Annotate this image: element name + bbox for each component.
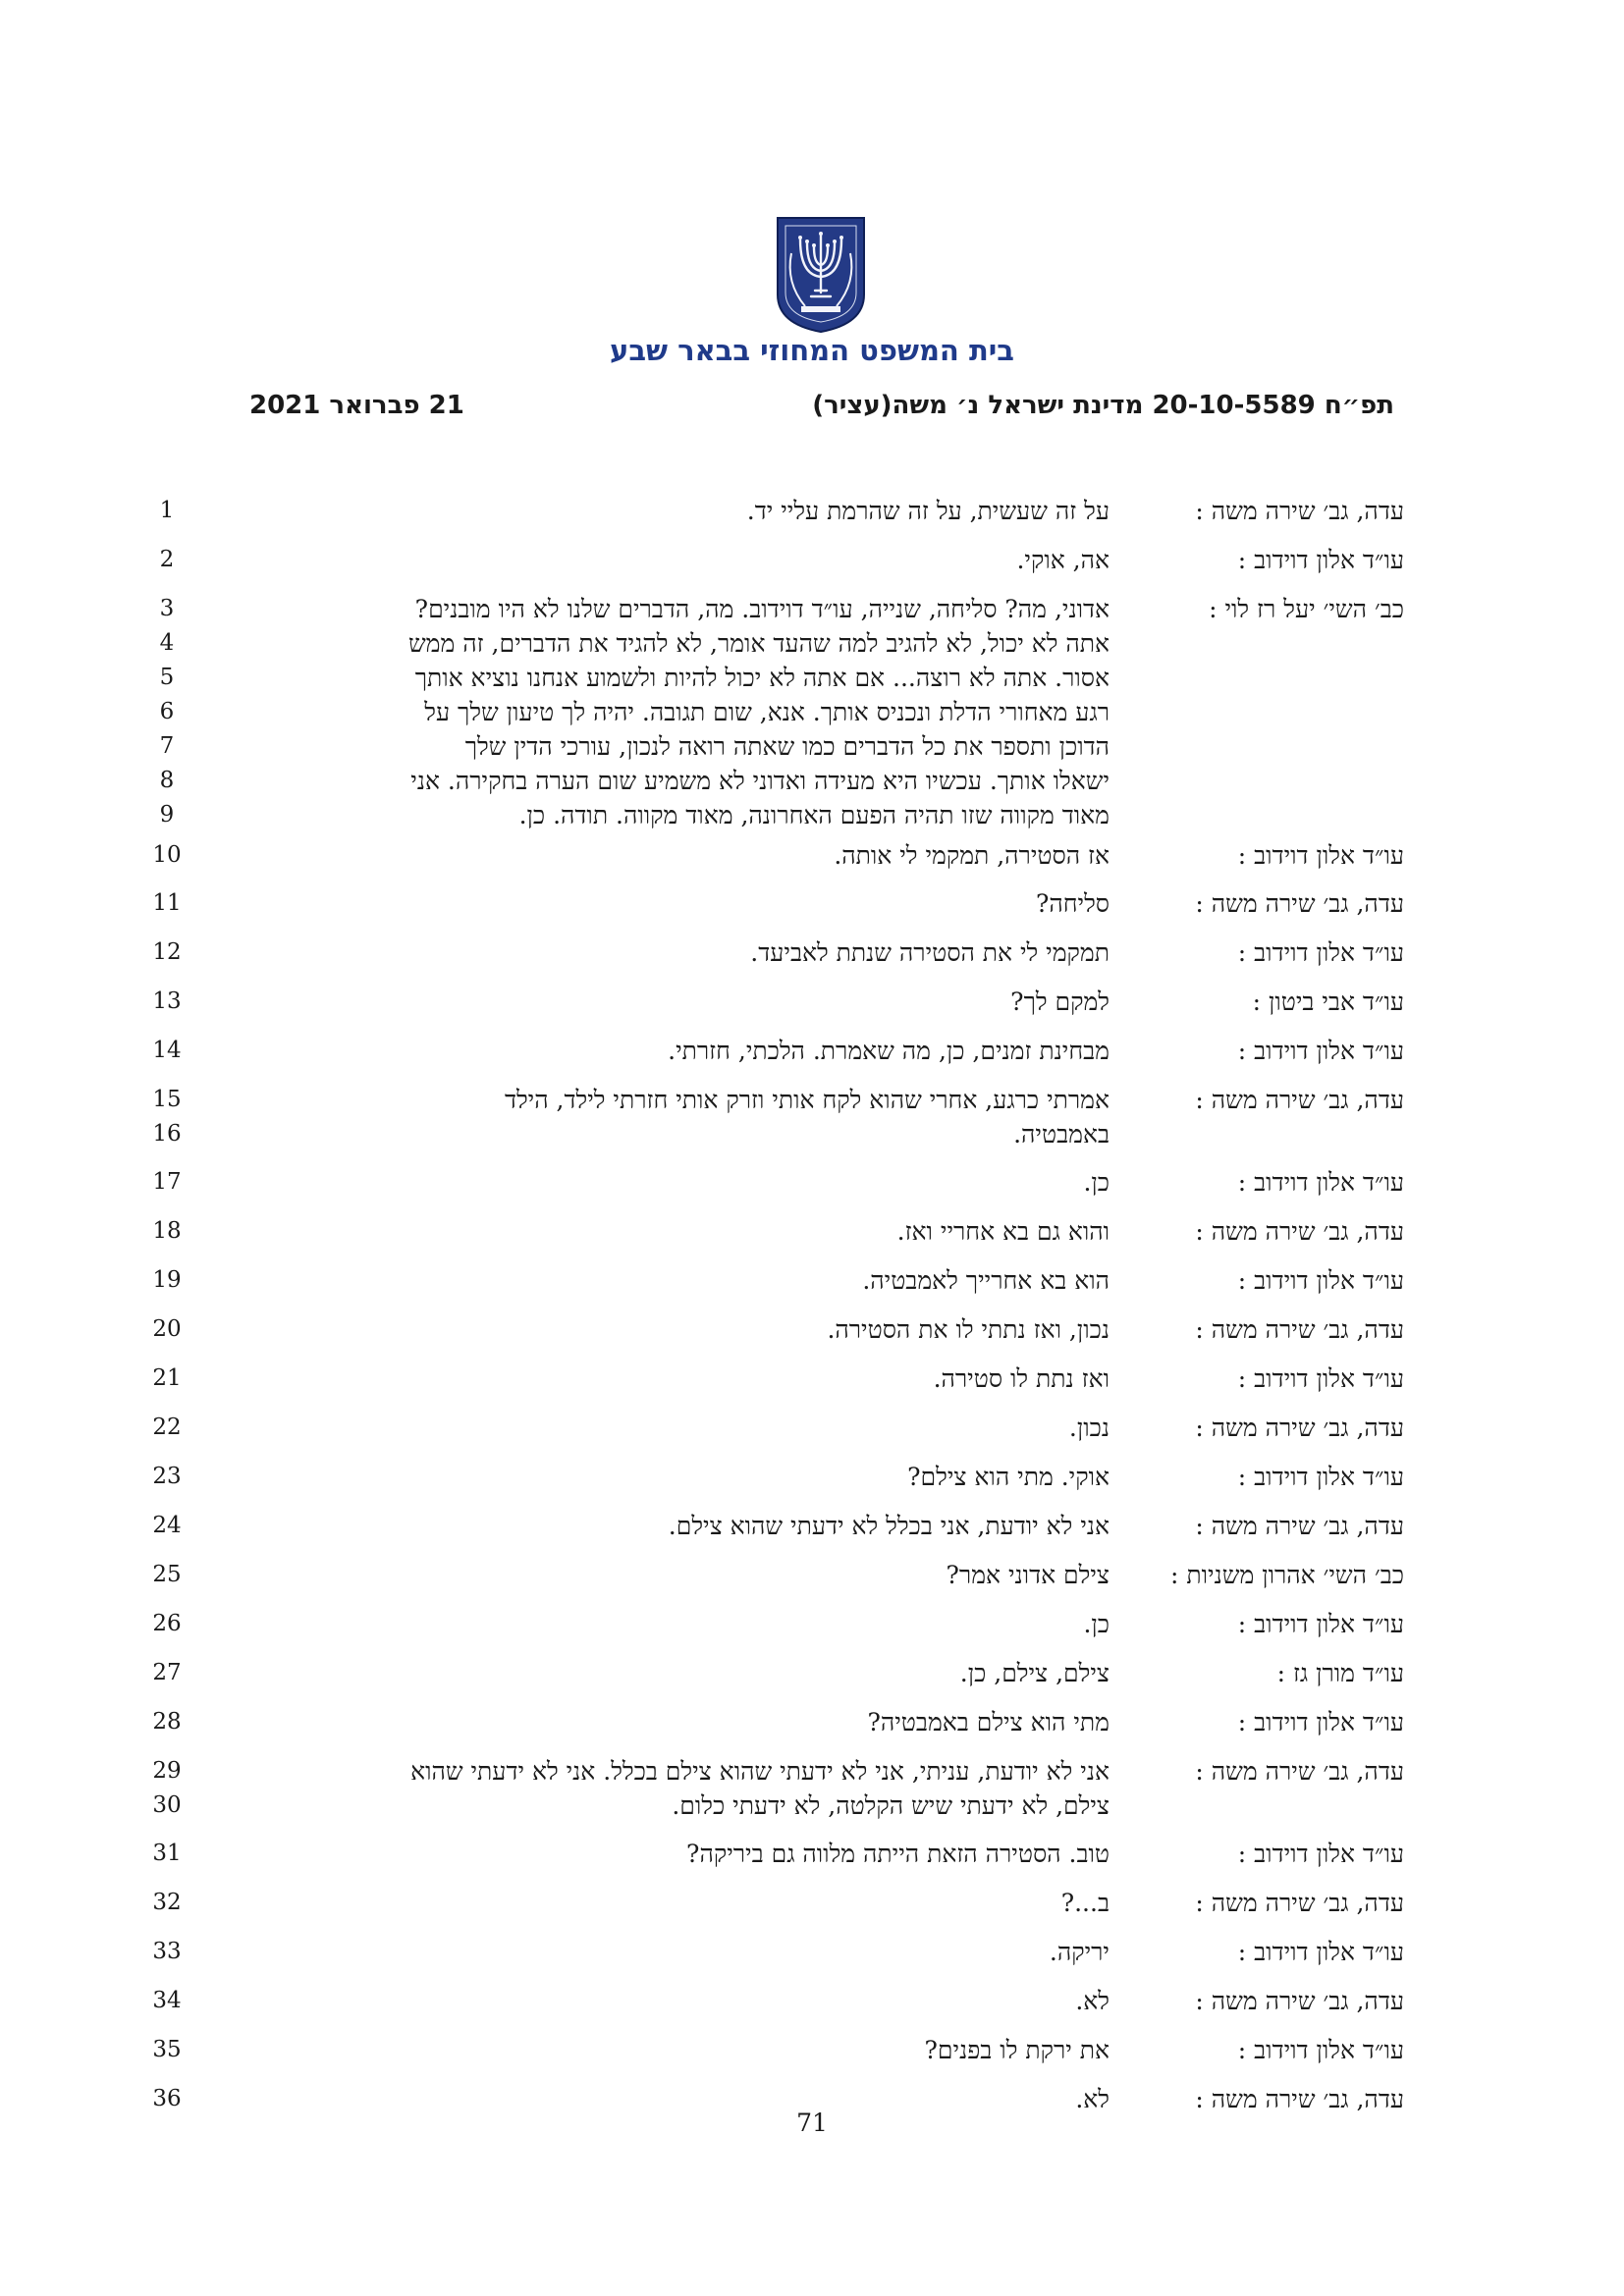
line-number: 9 <box>159 802 175 828</box>
speech-line: אה, אוקי. <box>1016 546 1110 574</box>
speech-line: טוב. הסטירה הזאת הייתה מלווה גם ביריקה? <box>686 1840 1110 1868</box>
hearing-date: 21 פברואר 2021 <box>249 391 464 420</box>
line-number: 26 <box>152 1611 182 1636</box>
speech-line: צילם, צילם, כן. <box>959 1659 1110 1687</box>
speaker-name: עו״ד אלון דוידוב : <box>1237 841 1404 870</box>
speech-line: ב...? <box>1060 1889 1110 1917</box>
speaker-name: כב׳ השי׳ אהרון משניות : <box>1170 1561 1404 1589</box>
line-number: 3 <box>159 596 175 621</box>
speech-line: אמרתי כרגע, אחרי שהוא לקח אותי וזרק אותי חזרתי לילד, הילד <box>504 1086 1110 1114</box>
line-number: 29 <box>152 1758 182 1784</box>
speech-line: לא. <box>1075 2085 1110 2113</box>
speaker-name: עדה, גב׳ שירה משה : <box>1195 1987 1404 2015</box>
speech-line: סליחה? <box>1035 889 1110 918</box>
line-number: 15 <box>152 1087 182 1112</box>
speaker-name: עדה, גב׳ שירה משה : <box>1195 1086 1404 1114</box>
speaker-name: עדה, גב׳ שירה משה : <box>1195 1414 1404 1442</box>
case-title: תפ״ח 20-10-5589 מדינת ישראל נ׳ משה(עציר) <box>812 391 1394 420</box>
line-number: 24 <box>152 1513 182 1538</box>
speaker-name: עו״ד אלון דוידוב : <box>1237 1938 1404 1966</box>
speech-line: צילם אדוני אמר? <box>946 1561 1110 1589</box>
line-number: 32 <box>152 1890 182 1915</box>
line-number: 28 <box>152 1709 182 1735</box>
line-number: 17 <box>152 1169 182 1195</box>
line-number: 22 <box>152 1415 182 1440</box>
line-number: 19 <box>152 1267 182 1293</box>
speech-line: אז הסטירה, תמקמי לי אותה. <box>834 841 1110 870</box>
speaker-name: עדה, גב׳ שירה משה : <box>1195 1512 1404 1540</box>
line-number: 7 <box>159 733 175 759</box>
line-number: 13 <box>152 988 182 1014</box>
line-number: 16 <box>152 1121 182 1147</box>
line-number: 34 <box>152 1988 182 2013</box>
line-number: 4 <box>159 630 175 656</box>
speaker-name: עו״ד אלון דוידוב : <box>1237 1610 1404 1638</box>
speech-line: מבחינת זמנים, כן, מה שאמרת. הלכתי, חזרתי. <box>668 1037 1110 1065</box>
speech-line: אני לא יודעת, אני בכלל לא ידעתי שהוא צילם. <box>668 1512 1110 1540</box>
line-number: 18 <box>152 1218 182 1244</box>
speech-line: אסור. אתה לא רוצה... אם אתה לא יכול להיות ולשמוע אנחנו נוציא אותך <box>414 664 1110 692</box>
speech-line: והוא גם בא אחריי ואז. <box>896 1217 1110 1246</box>
speech-line: הוא בא אחרייך לאמבטיה. <box>862 1266 1110 1295</box>
speech-line: אדוני, מה? סליחה, שנייה, עו״ד דוידוב. מה, הדברים שלנו לא היו מובנים? <box>414 595 1110 623</box>
speaker-name: כב׳ השי׳ יעל רז לוי : <box>1209 595 1404 623</box>
speaker-name: עדה, גב׳ שירה משה : <box>1195 2085 1404 2113</box>
line-number: 20 <box>152 1316 182 1342</box>
page-number: 71 <box>796 2109 828 2137</box>
speech-line: למקם לך? <box>1010 988 1110 1016</box>
speech-line: על זה שעשית, על זה שהרמת עליי יד. <box>746 497 1110 525</box>
line-number: 36 <box>152 2086 182 2111</box>
line-number: 6 <box>159 699 175 724</box>
speech-line: כן. <box>1083 1168 1110 1197</box>
speaker-name: עו״ד אלון דוידוב : <box>1237 1463 1404 1491</box>
line-number: 2 <box>159 547 175 572</box>
line-number: 5 <box>159 665 175 690</box>
speech-line: לא. <box>1075 1987 1110 2015</box>
speaker-name: עו״ד אלון דוידוב : <box>1237 1840 1404 1868</box>
line-number: 10 <box>152 842 182 868</box>
speaker-name: עו״ד אלון דוידוב : <box>1237 938 1404 967</box>
speech-line: מתי הוא צילם באמבטיה? <box>867 1708 1110 1736</box>
speaker-name: עדה, גב׳ שירה משה : <box>1195 1889 1404 1917</box>
speech-line: יריקה. <box>1049 1938 1110 1966</box>
speech-line: אוקי. מתי הוא צילם? <box>907 1463 1110 1491</box>
speaker-name: עו״ד אלון דוידוב : <box>1237 1037 1404 1065</box>
speech-line: צילם, לא ידעתי שיש הקלטה, לא ידעתי כלום. <box>672 1791 1110 1820</box>
speaker-name: עדה, גב׳ שירה משה : <box>1195 497 1404 525</box>
speaker-name: עדה, גב׳ שירה משה : <box>1195 1757 1404 1786</box>
line-number: 30 <box>152 1792 182 1818</box>
speaker-name: עו״ד אלון דוידוב : <box>1237 1168 1404 1197</box>
speaker-name: עדה, גב׳ שירה משה : <box>1195 1217 1404 1246</box>
court-name: בית המשפט המחוזי בבאר שבע <box>610 334 1014 367</box>
line-number: 1 <box>159 498 175 523</box>
line-number: 12 <box>152 939 182 965</box>
line-number: 23 <box>152 1464 182 1489</box>
speech-line: רגע מאחורי הדלת ונכניס אותך. אנא, שום תגובה. יהיה לך טיעון שלך על <box>424 698 1110 726</box>
line-number: 31 <box>152 1841 182 1866</box>
speech-line: את ירקת לו בפנים? <box>924 2036 1110 2064</box>
line-number: 27 <box>152 1660 182 1685</box>
speech-line: אתה לא יכול, לא להגיב למה שהעד אומר, לא להגיד את הדברים, זה ממש <box>407 629 1110 658</box>
speech-line: ישאלו אותך. עכשיו היא מעידה ואדוני לא משמיע שום הערה בחקירה. אני <box>410 767 1110 795</box>
speech-line: נכון, ואז נתתי לו את הסטירה. <box>827 1315 1110 1344</box>
speech-line: באמבטיה. <box>1013 1120 1110 1148</box>
speech-line: תמקמי לי את הסטירה שנתת לאביעד. <box>750 938 1110 967</box>
speaker-name: עו״ד אלון דוידוב : <box>1237 1364 1404 1393</box>
line-number: 33 <box>152 1939 182 1964</box>
line-number: 8 <box>159 768 175 793</box>
speaker-name: עו״ד אלון דוידוב : <box>1237 2036 1404 2064</box>
line-number: 35 <box>152 2037 182 2062</box>
speaker-name: עו״ד אלון דוידוב : <box>1237 1708 1404 1736</box>
line-number: 21 <box>152 1365 182 1391</box>
speech-line: מאוד מקווה שזו תהיה הפעם האחרונה, מאוד מקווה. תודה. כן. <box>518 801 1110 829</box>
speech-line: ואז נתת לו סטירה. <box>933 1364 1110 1393</box>
speaker-name: עו״ד אבי ביטון : <box>1252 988 1404 1016</box>
speech-line: אני לא יודעת, עניתי, אני לא ידעתי שהוא צילם בכלל. אני לא ידעתי שהוא <box>410 1757 1110 1786</box>
speech-line: כן. <box>1083 1610 1110 1638</box>
speaker-name: עו״ד אלון דוידוב : <box>1237 1266 1404 1295</box>
line-number: 11 <box>152 890 182 916</box>
speaker-name: עו״ד אלון דוידוב : <box>1237 546 1404 574</box>
speech-line: הדוכן ותספר את כל הדברים כמו שאתה רואה לנכון, עורכי הדין שלך <box>464 732 1110 761</box>
speaker-name: עדה, גב׳ שירה משה : <box>1195 1315 1404 1344</box>
speaker-name: עדה, גב׳ שירה משה : <box>1195 889 1404 918</box>
line-number: 14 <box>152 1038 182 1063</box>
line-number: 25 <box>152 1562 182 1587</box>
speaker-name: עו״ד מורן גז : <box>1276 1659 1404 1687</box>
speech-line: נכון. <box>1068 1414 1110 1442</box>
